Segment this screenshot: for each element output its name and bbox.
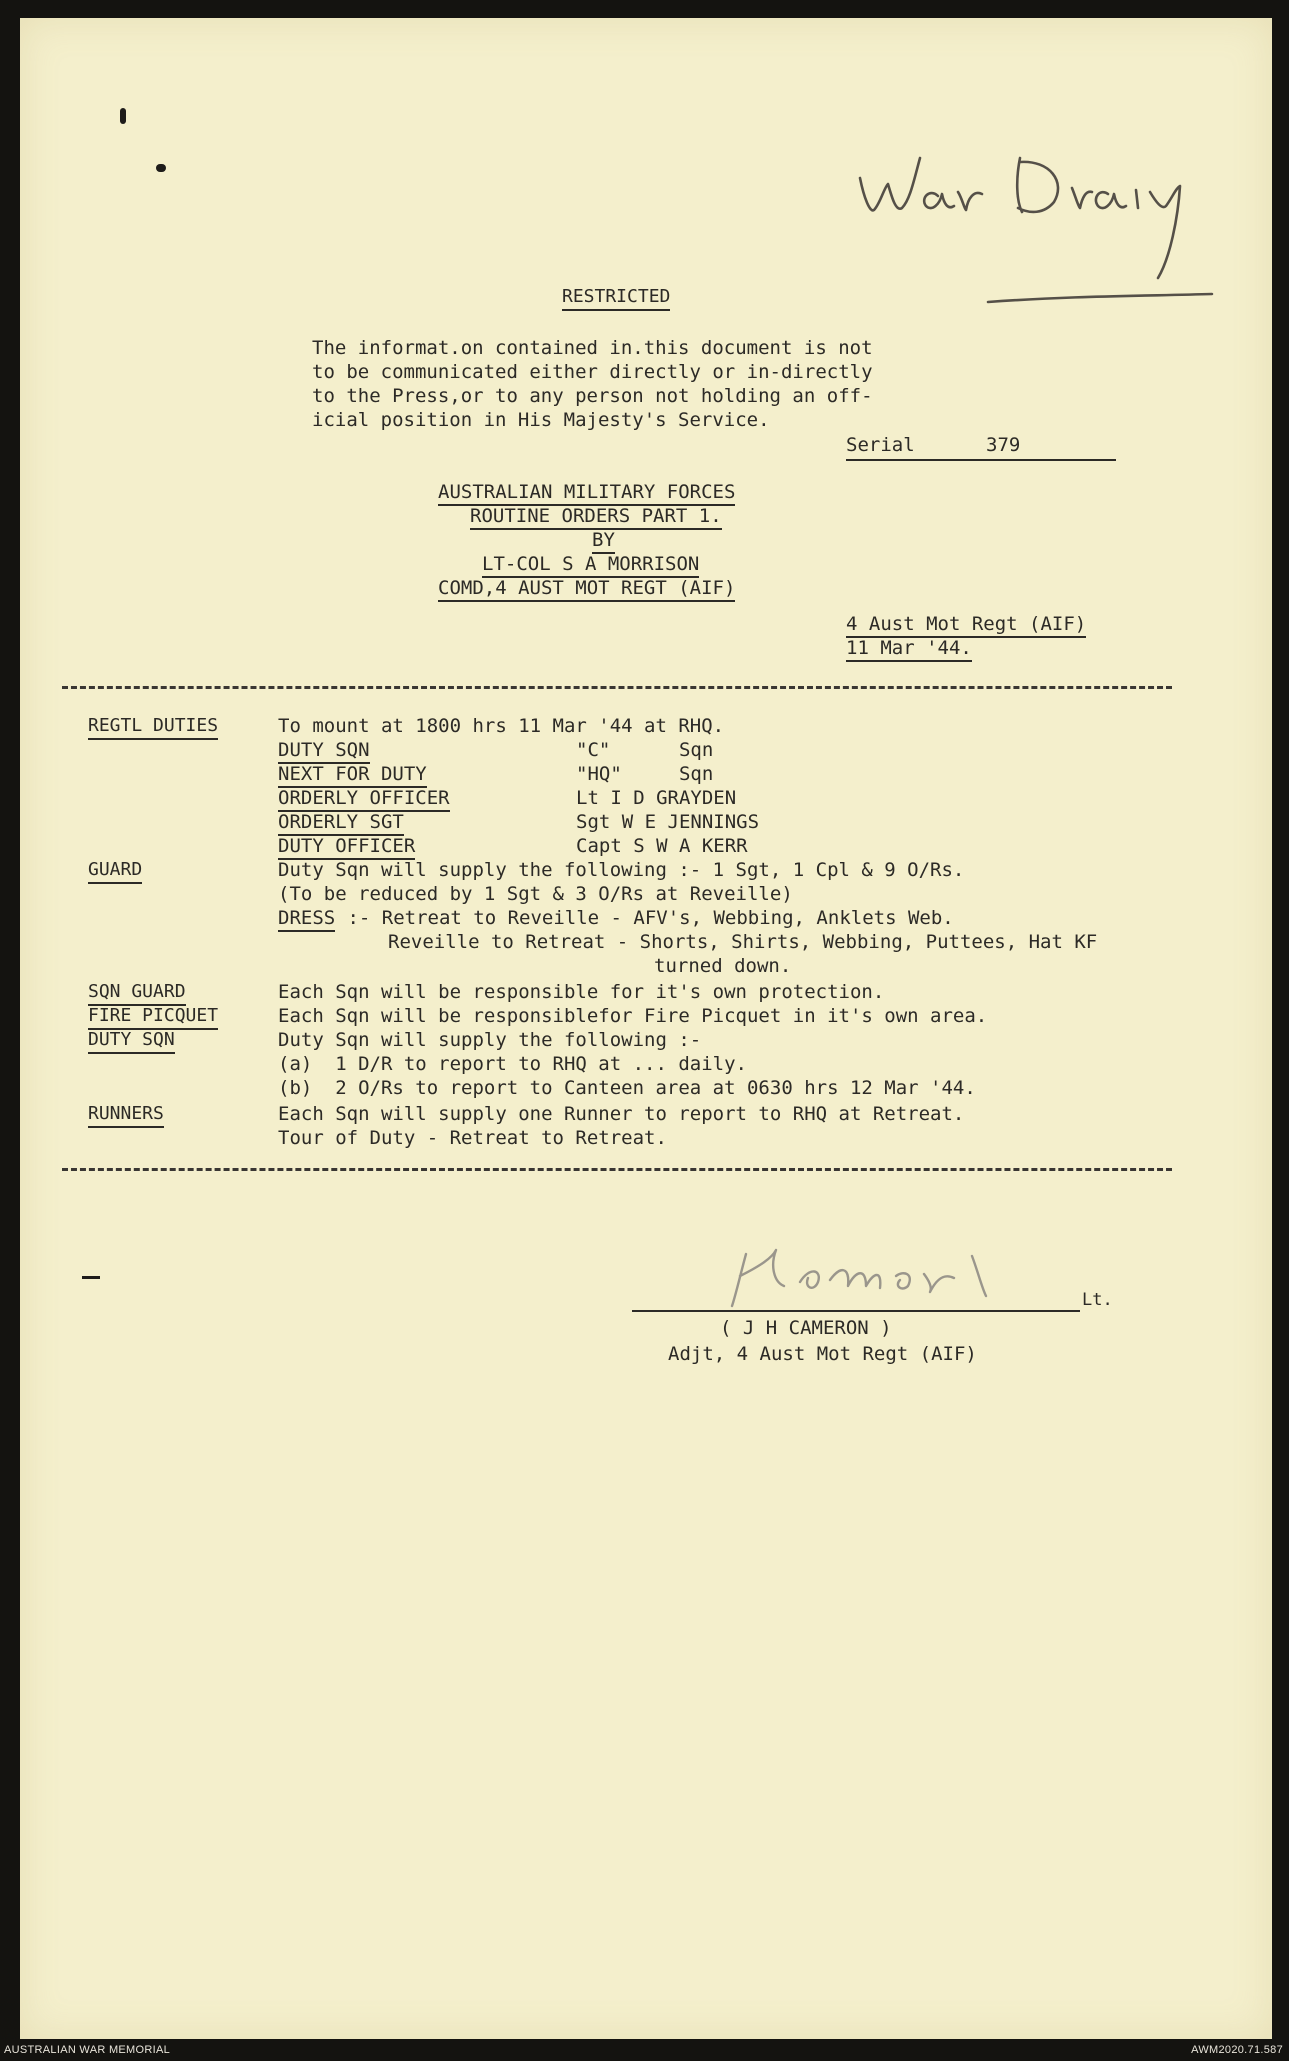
guard-line: (To be reduced by 1 Sgt & 3 O/Rs at Reveille) [278,883,793,905]
notice-line: to be communicated either directly or in-directly [312,361,873,383]
signature-line [632,1310,1080,1312]
punch-mark [120,108,126,124]
sqn-guard-heading: SQN GUARD [88,980,186,1006]
duty-sqn-heading: DUTY SQN [88,1028,175,1054]
notice-line: to the Press,or to any person not holding an off- [312,385,873,407]
title-line: AUSTRALIAN MILITARY FORCES [438,480,735,506]
duty-role: NEXT FOR DUTY [278,762,427,788]
footer-left: AUSTRALIAN WAR MEMORIAL [4,2044,171,2056]
serial-label: Serial [846,434,915,456]
duty-sqn-item-a: (a) 1 D/R to report to RHQ at ... daily. [278,1053,747,1075]
dress-line: turned down. [654,955,792,977]
title-line: LT-COL S A MORRISON [482,552,699,578]
dress-label: DRESS [278,906,335,932]
classification-heading: RESTRICTED [562,285,670,311]
footer-right: AWM2020.71.587 [1191,2044,1283,2056]
duty-value: "C" Sqn [576,739,714,761]
signatory-appointment: Adjt, 4 Aust Mot Regt (AIF) [668,1343,977,1365]
serial-underline [846,459,1116,461]
sqn-guard-text: Each Sqn will be responsible for it's own protection. [278,981,885,1003]
guard-line: Duty Sqn will supply the following :- 1 Sgt, 1 Cpl & 9 O/Rs. [278,859,965,881]
serial-value: 379 [986,434,1021,456]
title-line: COMD,4 AUST MOT REGT (AIF) [438,576,735,602]
title-line: ROUTINE ORDERS PART 1. [470,504,722,530]
dress-line: Reveille to Retreat - Shorts, Shirts, Webbing, Puttees, Hat KF [388,931,1098,953]
punch-mark [156,164,166,172]
punch-mark [82,1276,100,1279]
date-line: 11 Mar '44. [846,636,972,662]
guard-heading: GUARD [88,858,142,884]
section-divider [62,686,1172,689]
duty-sqn-item-b: (b) 2 O/Rs to report to Canteen area at 0630 hrs 12 Mar '44. [278,1077,976,1099]
mount-line: To mount at 1800 hrs 11 Mar '44 at RHQ. [278,715,725,737]
duty-value: Sgt W E JENNINGS [576,811,760,833]
dress-line: :- Retreat to Reveille - AFV's, Webbing, Anklets Web. [336,907,954,929]
notice-line: icial position in His Majesty's Service. [312,409,770,431]
regtl-duties-heading: REGTL DUTIES [88,714,218,740]
unit-line: 4 Aust Mot Regt (AIF) [846,612,1086,638]
runners-heading: RUNNERS [88,1102,164,1128]
duty-value: "HQ" Sqn [576,763,714,785]
runners-line: Tour of Duty - Retreat to Retreat. [278,1127,667,1149]
duty-role: DUTY SQN [278,738,370,764]
rank-suffix: Lt. [1082,1290,1113,1310]
duty-role: ORDERLY OFFICER [278,786,450,812]
duty-value: Capt S W A KERR [576,835,748,857]
notice-line: The informat.on contained in.this document is not [312,337,873,359]
duty-role: ORDERLY SGT [278,810,404,836]
section-divider [62,1168,1172,1171]
duty-sqn-text: Duty Sqn will supply the following :- [278,1029,702,1051]
signatory-name: ( J H CAMERON ) [720,1317,892,1339]
fire-picquet-heading: FIRE PICQUET [88,1004,218,1030]
document-page [20,18,1272,2039]
runners-line: Each Sqn will supply one Runner to report to RHQ at Retreat. [278,1103,965,1125]
fire-picquet-text: Each Sqn will be responsiblefor Fire Picquet in it's own area. [278,1005,988,1027]
handwritten-note-war-diary [840,118,1220,308]
duty-role: DUTY OFFICER [278,834,415,860]
title-line: BY [592,528,615,554]
duty-value: Lt I D GRAYDEN [576,787,737,809]
signature [710,1236,1090,1316]
